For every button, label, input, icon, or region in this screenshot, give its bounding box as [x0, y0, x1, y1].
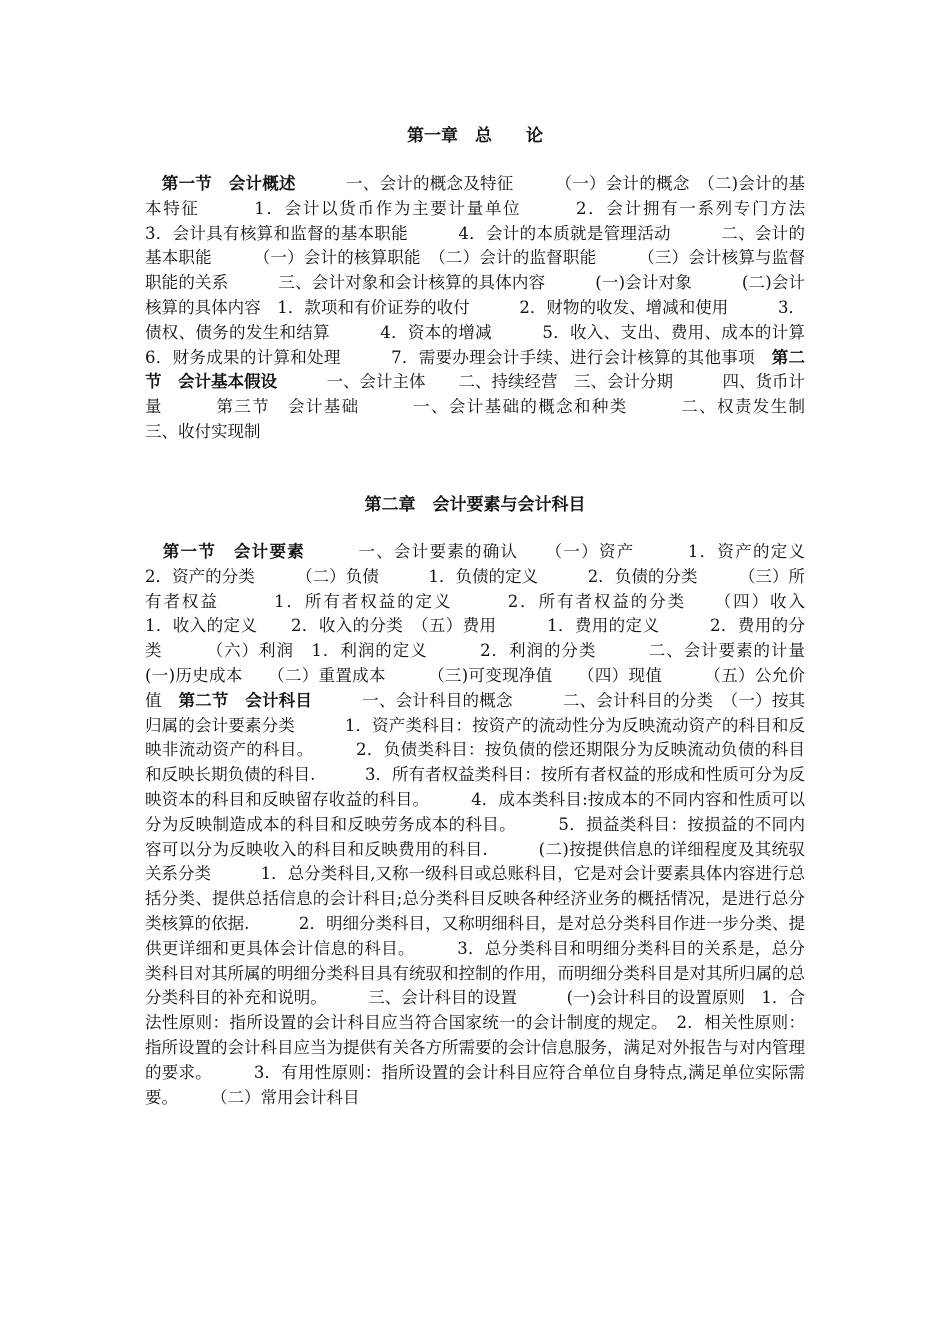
section-heading: 第一节 会计概述 [161, 174, 296, 193]
body-text: 一、会计科目的概念 二、会计科目的分类 （一）按其归属的会计要素分类 1．资产类科目：按资产的流动性分为反映流动资产的科目和反映非流动资产的科目。 2．负债类科目：按负债的偿还期限分为反映流动负债的科目和反映长期负债的科目. 3．所有者权益类科目：按所有者权益的形成和性质可分为反映资本的科目和反映留存收益的科目。 4．成本类科目:按成本的不同内容和性质可以分为反映制造成本的科目和反映劳务成本的科目。 5．损益类科目：按损益的不同内容可以分为反映收入的科目和反映费用的科目. (二)按提供信息的详细程度及其统驭关系分类 1．总分类科目,又称一级科目或总账科目，它是对会计要素具体内容进行总括分类、提供总括信息的会计科目;总分类科目反映各种经济业务的概括情况，是进行总分类核算的依据. 2．明细分类科目，又称明细科目，是对总分类科目作进一步分类、提供更详细和更具体会计信息的科目。 3．总分类科目和明细分类科目的关系是，总分类科目对其所属的明细分类科目具有统驭和控制的作用，而明细分类科目是对其所归属的总分类科目的补充和说明。 三、会计科目的设置 (一)会计科目的设置原则 1．合法性原则：指所设置的会计科目应当符合国家统一的会计制度的规定。 2．相关性原则：指所设置的会计科目应当为提供有关各方所需要的会计信息服务，满足对外报告与对内管理的要求。 3．有用性原则：指所设置的会计科目应符合单位自身特点,满足单位实际需要。 （二）常用会计科目 [145, 690, 806, 1107]
chapter-1-title: 第一章 总 论 [407, 126, 543, 146]
body-text: 一、会计要素的确认 （一）资产 1．资产的定义 2．资产的分类 （二）负债 1．负债的定义 2．负债的分类 （三）所有者权益 1．所有者权益的定义 2．所有者权益的分类 （四）收入 1．收入的定义 2．收入的分类 （五）费用 1．费用的定义 2．费用的分类 （六）利润 1．利润的定义 2．利润的分类 二、会计要素的计量 (一)历史成本 （二）重置成本 （三)可变现净值 （四）现值 （五）公允价值 [145, 542, 855, 710]
chapter-2-title: 第二章 会计要素与会计科目 [364, 495, 586, 515]
body-text [145, 174, 162, 193]
section-heading: 第二节 会计基本假设 [145, 347, 805, 392]
body-text: 一、会计的概念及特征 （一）会计的概念 （二)会计的基本特征 1．会计以货币作为主要计量单位 2．会计拥有一系列专门方法 3．会计具有核算和监督的基本职能 4．会计的本质就是管理活动 二、会计的基本职能 （一）会计的核算职能 （二）会计的监督职能 （三）会计核算与监督职能的关系 三、会计对象和会计核算的具体内容 (一)会计对象 (二)会计核算的具体内容 1．款项和有价证券的收付 2．财物的收发、增减和使用 3．债权、债务的发生和结算 4．资本的增减 5．收入、支出、费用、成本的计算 6．财务成果的计算和处理 7．需要办理会计手续、进行会计核算的其他事项 [145, 174, 855, 367]
section-heading: 第一节 会计要素 [162, 542, 305, 561]
body-text [145, 542, 163, 561]
chapter-1-body [145, 172, 855, 445]
section-heading: 第二节 会计科目 [178, 690, 313, 710]
chapter-2-body [145, 540, 855, 1110]
body-text: 一、会计主体 二、持续经营 三、会计分期 四、货币计量 第三节 会计基础 一、会计基础的概念和种类 二、权责发生制 三、收付实现制 [145, 372, 855, 441]
